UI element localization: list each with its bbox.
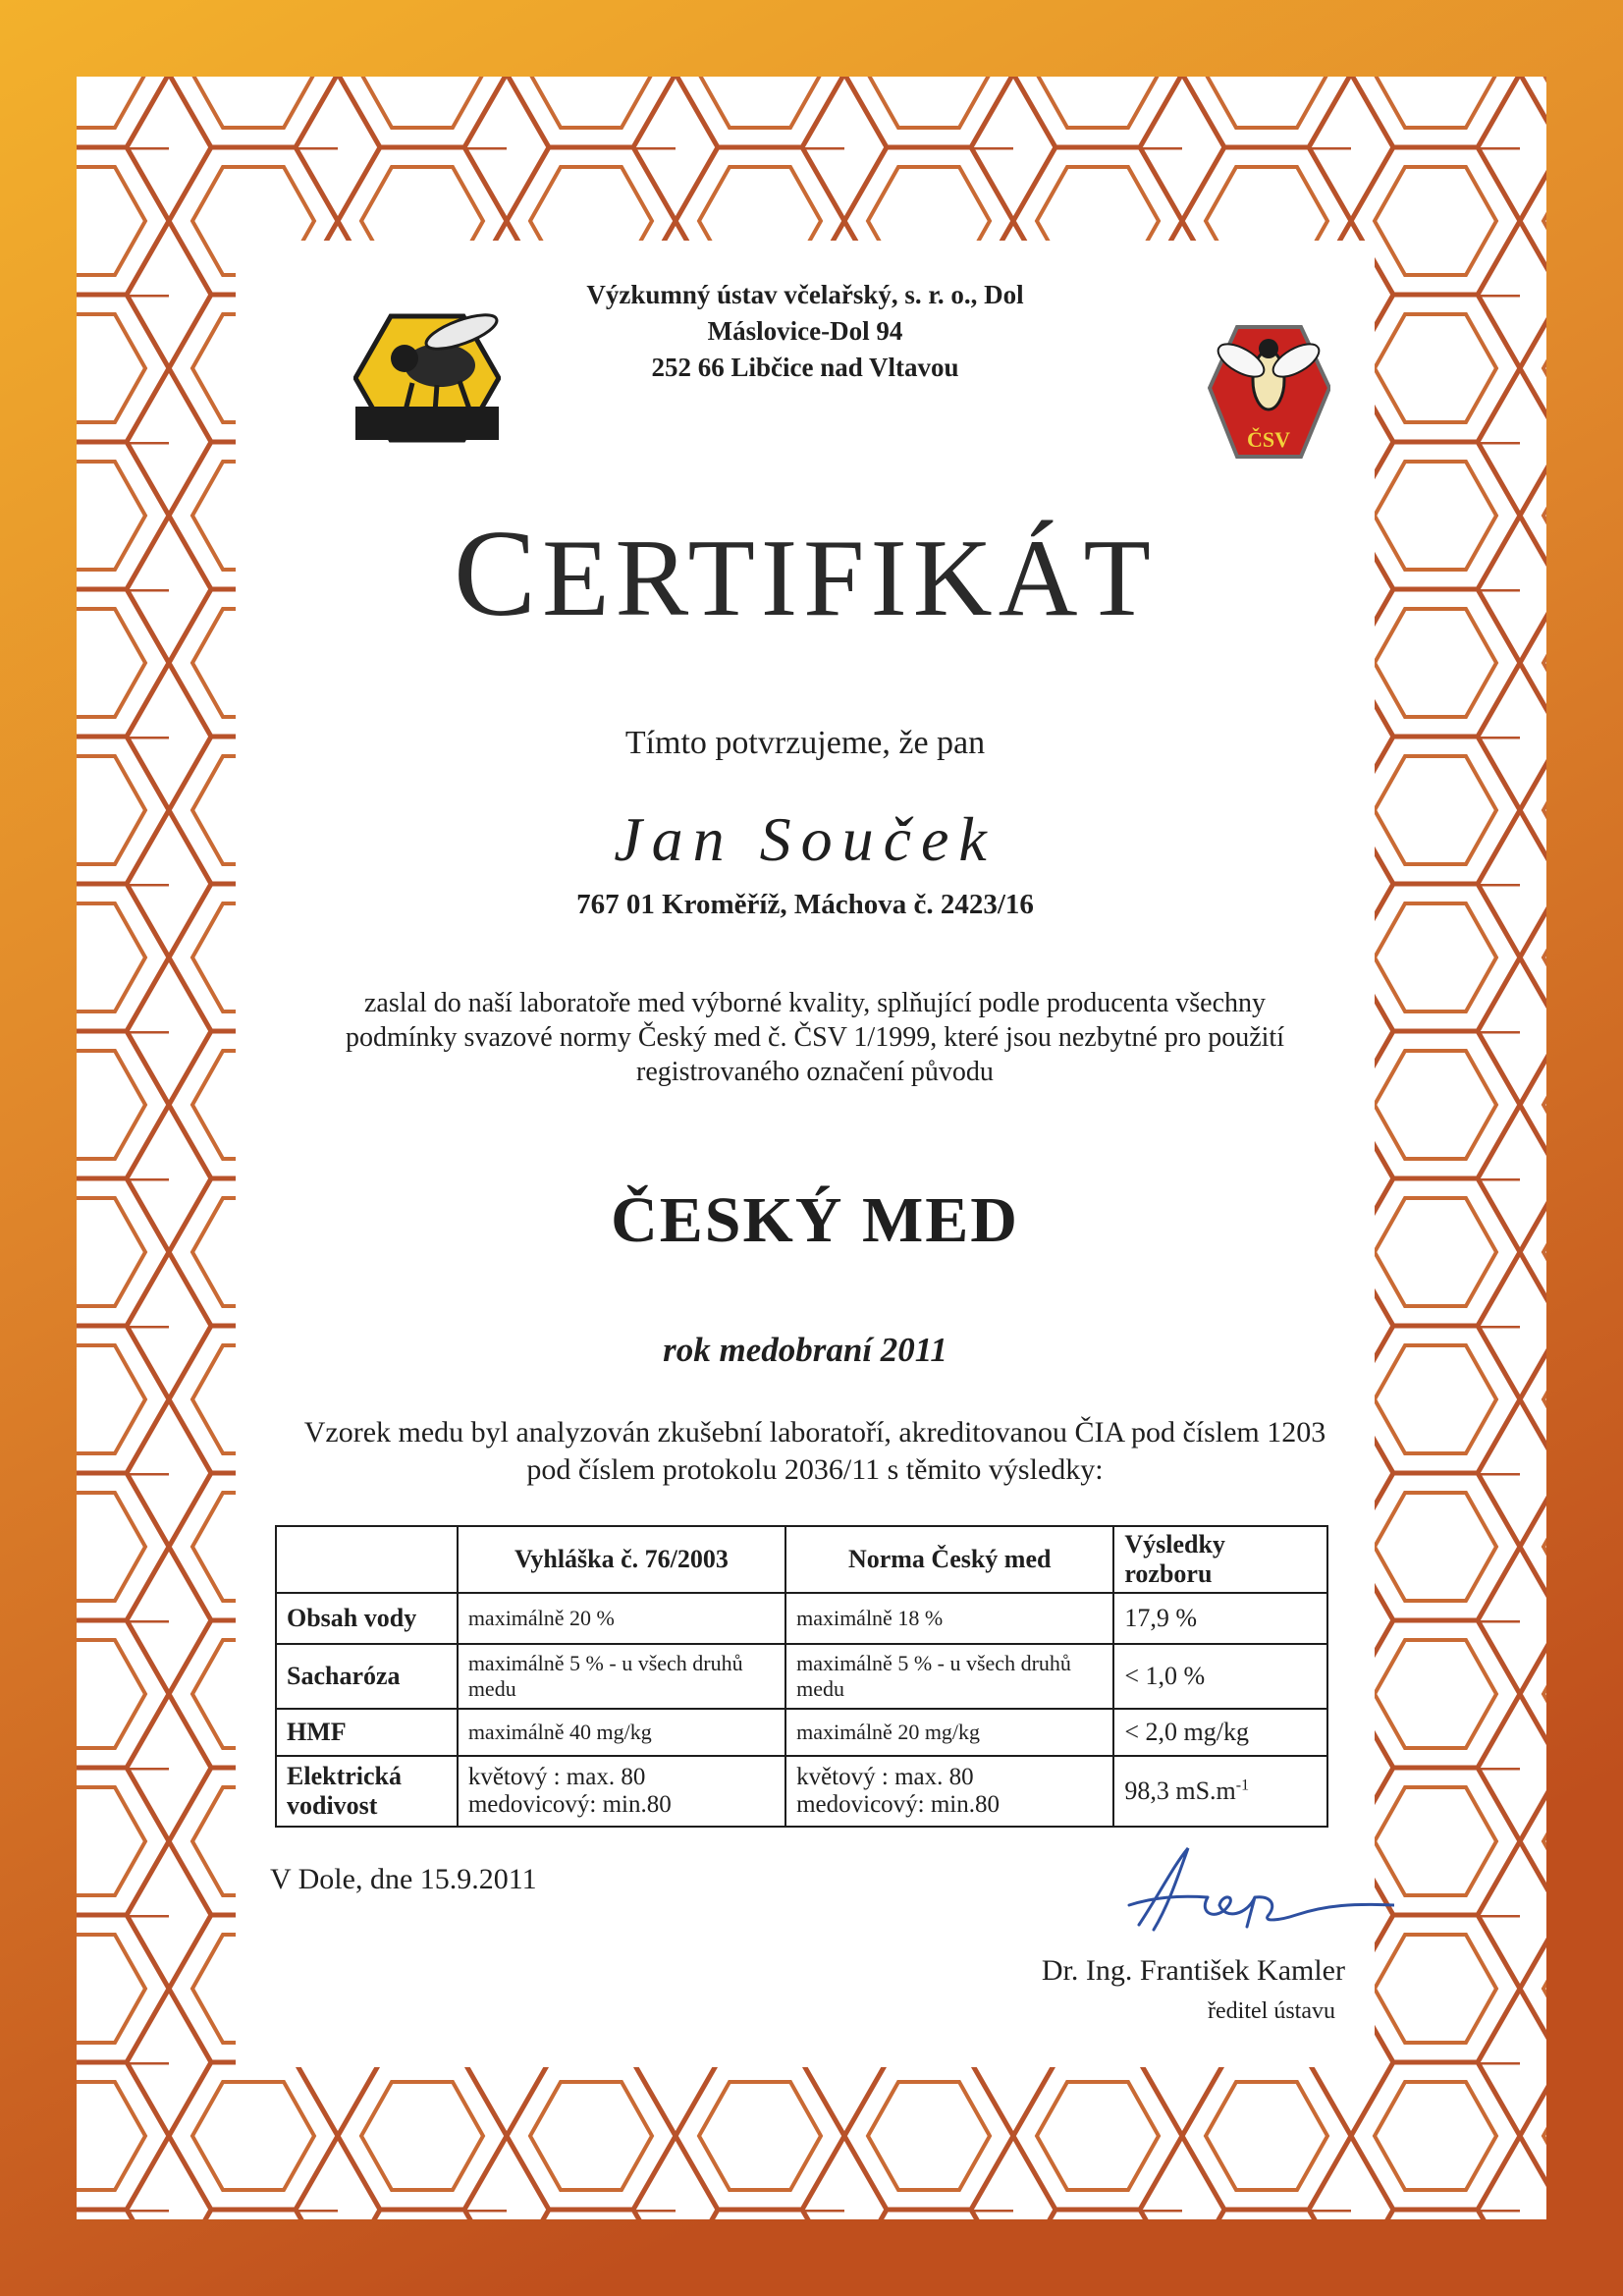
csv-badge-text: ČSV — [1246, 427, 1291, 452]
result-cell: < 2,0 mg/kg — [1113, 1709, 1327, 1756]
result-cell: < 1,0 % — [1113, 1644, 1327, 1709]
norm-line: medovicový: min.80 — [796, 1791, 1000, 1818]
param-cell: Elektrická vodivost — [276, 1756, 458, 1827]
table-row — [276, 1644, 1327, 1709]
param-cell: HMF — [276, 1709, 458, 1756]
institution-name: Výzkumný ústav včelařský, s. r. o., Dol — [586, 280, 1024, 309]
signer-name: Dr. Ing. František Kamler — [1041, 1954, 1345, 1987]
institution-city: 252 66 Libčice nad Vltavou — [651, 353, 959, 382]
intro-text: Tímto potvrzujeme, že pan — [624, 725, 986, 761]
result-value: 98,3 mS.m — [1124, 1777, 1236, 1805]
table-row — [276, 1709, 1327, 1756]
signer-role: ředitel ústavu — [1208, 1998, 1335, 2024]
body-line: podmínky svazové normy Český med č. ČSV 1/1999, které jsou nezbytné pro použití — [345, 1022, 1284, 1053]
table-row — [276, 1756, 1327, 1827]
analysis-line: pod číslem protokolu 2036/11 s těmito výsledky: — [526, 1453, 1104, 1486]
body-line: registrovaného označení původu — [636, 1057, 994, 1087]
signature — [1100, 1836, 1394, 1944]
result-unit-exponent: -1 — [1235, 1777, 1250, 1794]
title-rest: ERTIFIKÁT — [542, 518, 1157, 639]
body-line: zaslal do naší laboratoře med výborné kvality, splňující podle producenta všechny — [363, 988, 1267, 1018]
analysis-line: Vzorek medu byl analyzován zkušební laboratoří, akreditovanou ČIA pod číslem 1203 — [303, 1416, 1326, 1449]
table-header-cell: Vyhláška č. 76/2003 — [458, 1526, 785, 1593]
decree-cell: maximálně 20 % — [458, 1593, 785, 1644]
harvest-year: rok medobraní 2011 — [663, 1331, 947, 1369]
table-row — [276, 1593, 1327, 1644]
institution-street: Máslovice-Dol 94 — [707, 316, 903, 346]
analysis-text — [275, 1414, 1355, 1489]
param-cell: Sacharóza — [276, 1644, 458, 1709]
norm-cell: maximálně 18 % — [785, 1593, 1113, 1644]
norm-cell: maximálně 5 % - u všech druhů medu — [785, 1644, 1113, 1709]
norm-cell — [785, 1756, 1113, 1827]
recipient-name: Jan Souček — [614, 804, 997, 874]
table-header-cell — [276, 1526, 458, 1593]
decree-cell: maximálně 5 % - u všech druhů medu — [458, 1644, 785, 1709]
product-name: ČESKÝ MED — [611, 1184, 1019, 1256]
param-cell: Obsah vody — [276, 1593, 458, 1644]
bee-institute-logo — [353, 304, 501, 452]
recipient-address: 767 01 Kroměříž, Máchova č. 2423/16 — [576, 889, 1034, 920]
csv-emblem — [1208, 319, 1330, 466]
decree-line: medovicový: min.80 — [467, 1791, 672, 1818]
decree-cell: maximálně 40 mg/kg — [458, 1709, 785, 1756]
result-cell: 17,9 % — [1113, 1593, 1327, 1644]
institution-header — [491, 277, 1119, 386]
title-initial: C — [454, 506, 543, 642]
norm-cell: maximálně 20 mg/kg — [785, 1709, 1113, 1756]
results-table — [275, 1525, 1328, 1828]
table-header-row — [276, 1526, 1327, 1593]
decree-line: květový : max. 80 — [467, 1764, 646, 1790]
norm-line: květový : max. 80 — [796, 1764, 974, 1790]
body-text — [285, 986, 1345, 1089]
table-header-cell: Výsledky rozboru — [1113, 1526, 1327, 1593]
table-header-cell: Norma Český med — [785, 1526, 1113, 1593]
place-and-date: V Dole, dne 15.9.2011 — [270, 1863, 537, 1895]
decree-cell — [458, 1756, 785, 1827]
certificate-title — [245, 506, 1365, 642]
result-cell — [1113, 1756, 1327, 1827]
